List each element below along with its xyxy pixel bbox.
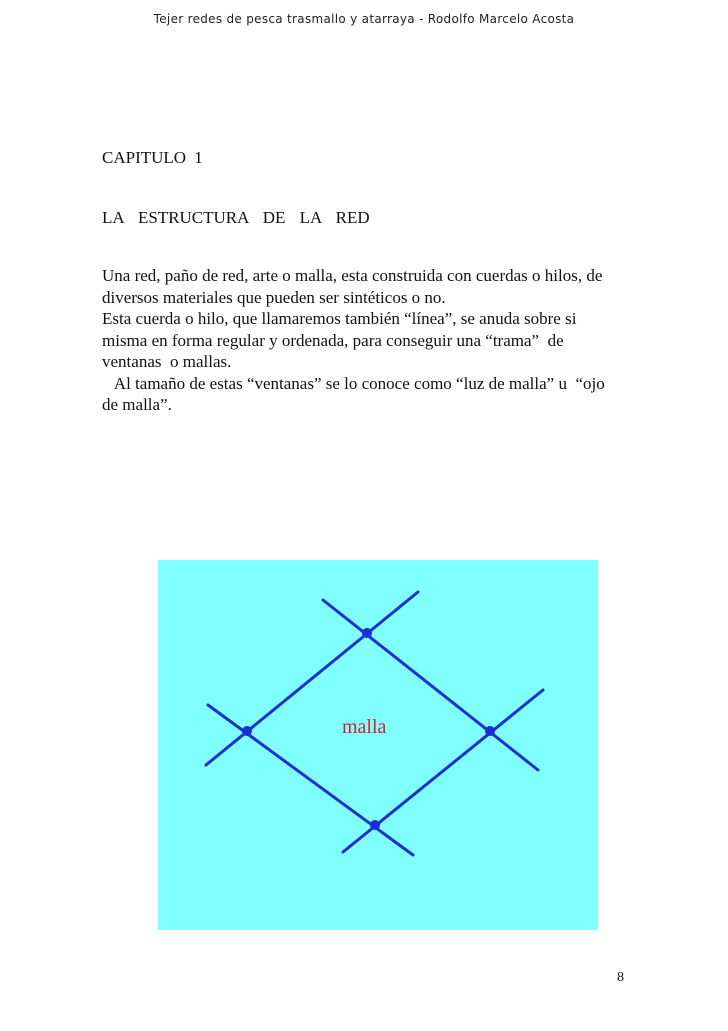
mesh-diagram-svg: [158, 560, 598, 930]
section-title: LA ESTRUCTURA DE LA RED: [102, 208, 370, 227]
chapter-heading: CAPITULO 1: [102, 148, 203, 167]
page-number: 8: [617, 970, 624, 985]
mesh-line-upper-right-edge: [323, 600, 538, 770]
body-line: Esta cuerda o hilo, que llamaremos también “línea”, se anuda sobre si: [102, 309, 577, 328]
mesh-diagram: [158, 560, 598, 930]
body-line: misma en forma regular y ordenada, para conseguir una “trama” de: [102, 330, 564, 350]
body-paragraphs: [102, 265, 622, 416]
body-line: de malla”.: [102, 395, 172, 414]
body-line: Una red, paño de red, arte o malla, esta construida con cuerdas o hilos, de: [102, 266, 603, 285]
body-line: Al tamaño de estas “ventanas” se lo conoce como “luz de malla” u “ojo: [102, 373, 605, 393]
knot-top: [362, 628, 372, 638]
knot-right: [485, 726, 495, 736]
knot-bottom: [370, 820, 380, 830]
body-line: diversos materiales que pueden ser sintéticos o no.: [102, 287, 446, 307]
knot-left: [242, 726, 252, 736]
body-line: ventanas o mallas.: [102, 352, 232, 371]
mesh-label: malla: [342, 716, 387, 738]
running-header: Tejer redes de pesca trasmallo y atarraya - Rodolfo Marcelo Acosta: [153, 12, 575, 26]
mesh-line-upper-left-edge: [206, 592, 418, 765]
